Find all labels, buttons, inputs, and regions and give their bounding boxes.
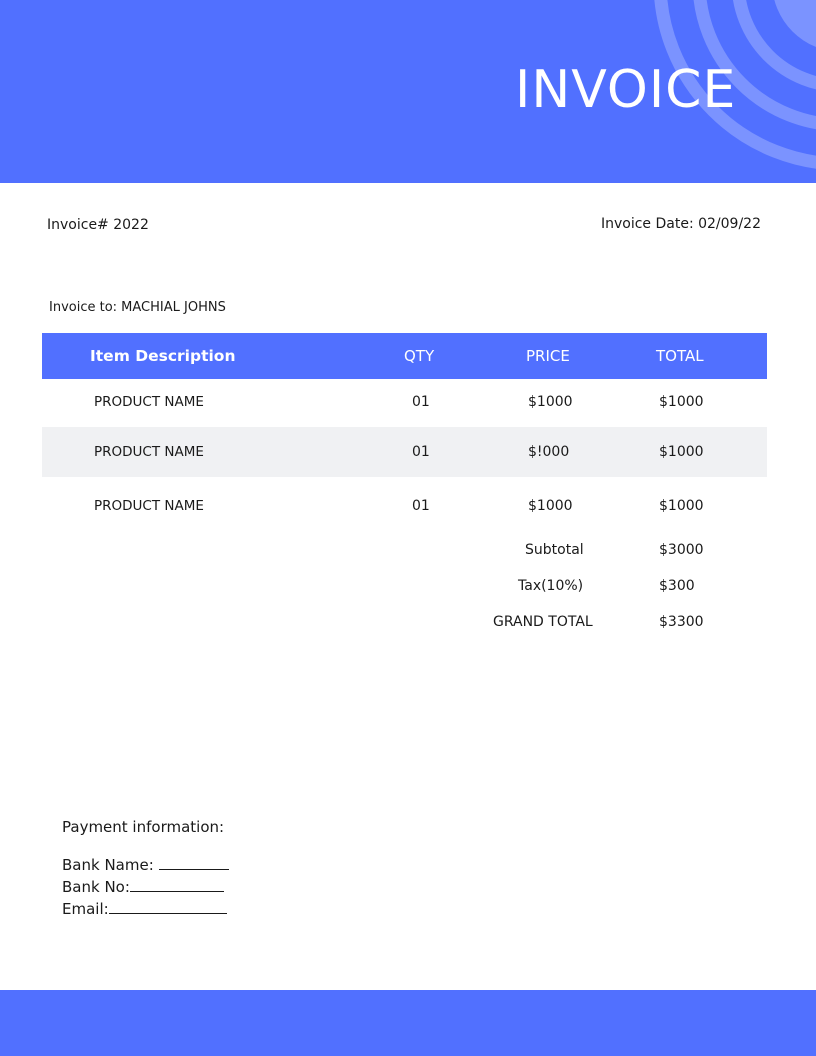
- header-banner: [0, 0, 816, 183]
- table-header: [42, 333, 767, 379]
- item-qty: 01: [412, 444, 430, 460]
- item-qty: 01: [412, 394, 430, 410]
- item-qty: 01: [412, 498, 430, 514]
- subtotal-label: Subtotal: [525, 542, 584, 558]
- item-price: $!000: [528, 444, 570, 460]
- column-header-total: TOTAL: [656, 347, 704, 365]
- table-row: [42, 377, 767, 427]
- invoice-date: Invoice Date: 02/09/22: [600, 216, 761, 232]
- page-title: INVOICE: [515, 60, 737, 120]
- email-label: Email:: [62, 900, 109, 918]
- column-header-price: PRICE: [526, 347, 570, 365]
- item-total: $1000: [659, 498, 704, 514]
- bank-no-label: Bank No:: [62, 878, 130, 896]
- tax-value: $300: [659, 578, 695, 594]
- tax-label: Tax(10%): [518, 578, 584, 594]
- bank-name-blank: [159, 854, 229, 870]
- footer-banner: [0, 990, 816, 1056]
- grand-total-label: GRAND TOTAL: [493, 614, 593, 630]
- payment-title: Payment information:: [62, 818, 225, 836]
- bank-name-label: Bank Name:: [62, 856, 154, 874]
- column-header-qty: QTY: [404, 347, 435, 365]
- table-row: [42, 427, 767, 477]
- item-description: PRODUCT NAME: [94, 394, 204, 410]
- payment-information: [62, 817, 229, 920]
- column-header-description: Item Description: [90, 347, 236, 365]
- invoice-recipient: Invoice to: MACHIAL JOHNS: [49, 300, 226, 315]
- item-description: PRODUCT NAME: [94, 444, 204, 460]
- invoice-number: Invoice# 2022: [47, 217, 149, 233]
- item-description: PRODUCT NAME: [94, 498, 204, 514]
- email-blank: [109, 898, 227, 914]
- item-price: $1000: [528, 498, 573, 514]
- grand-total-value: $3300: [659, 614, 704, 630]
- item-price: $1000: [528, 394, 573, 410]
- bank-name-line: [62, 854, 229, 876]
- item-total: $1000: [659, 444, 704, 460]
- email-line: [62, 898, 229, 920]
- arc-center: [772, 0, 816, 52]
- item-total: $1000: [659, 394, 704, 410]
- subtotal-value: $3000: [659, 542, 704, 558]
- bank-no-blank: [130, 876, 224, 892]
- bank-no-line: [62, 876, 229, 898]
- table-row: [42, 481, 767, 531]
